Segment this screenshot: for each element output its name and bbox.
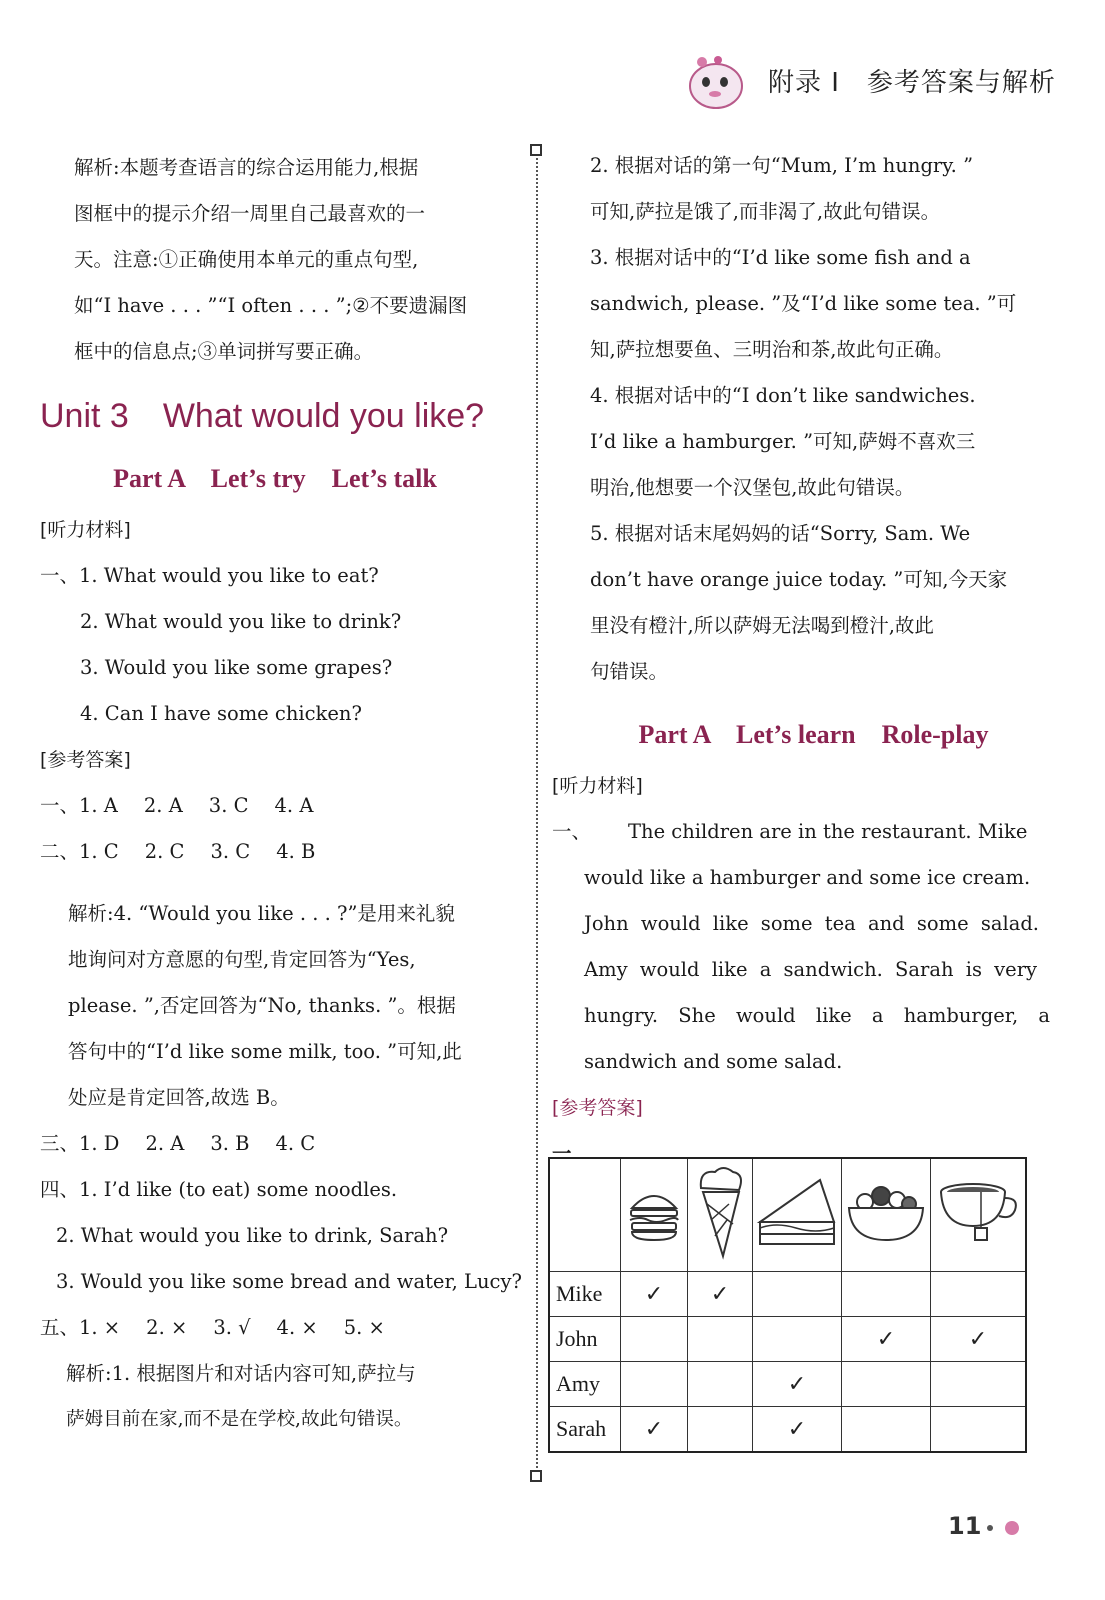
- check-cell: [621, 1317, 688, 1362]
- listening-item: 2. What would you like to drink?: [80, 610, 402, 633]
- page-number: 11: [948, 1512, 982, 1540]
- answer-row-3: 三、1. D 2. A 3. B 4. C: [40, 1132, 316, 1155]
- listening-item: 4. Can I have some chicken?: [80, 702, 362, 725]
- answer-row-2: 二、1. C 2. C 3. C 4. B: [40, 840, 316, 863]
- analysis-block-2: 解析:1. 根据图片和对话内容可知,萨拉与 萨姆目前在家,而不是在学校,故此句错误。: [66, 1362, 416, 1430]
- divider-top-marker: [530, 144, 542, 156]
- check-cell: [753, 1272, 842, 1317]
- check-cell: ✓: [621, 1272, 688, 1317]
- check-cell: [842, 1362, 931, 1407]
- answer-table: [548, 1157, 1027, 1453]
- listening-label: [听力材料]: [40, 519, 131, 541]
- answer-row-5: 五、1. × 2. × 3. √ 4. × 5. ×: [40, 1316, 385, 1339]
- page-dots-icon: [984, 1520, 1024, 1536]
- part-title: Part A Let’s try Let’s talk: [113, 464, 437, 493]
- part-title-2: Part A Let’s learn Role-play: [638, 720, 989, 749]
- unit-title: Unit 3 What would you like?: [40, 397, 485, 435]
- answer-label: [参考答案]: [40, 749, 131, 771]
- header-title: 附录 I 参考答案与解析: [768, 68, 1056, 98]
- row-name: Sarah: [549, 1407, 621, 1453]
- answer-sentence: 3. Would you like some bread and water, Lucy?: [56, 1270, 522, 1293]
- check-cell: [931, 1272, 1027, 1317]
- check-cell: [842, 1407, 931, 1453]
- check-cell: [688, 1317, 753, 1362]
- answer-row-1: 一、1. A 2. A 3. C 4. A: [40, 794, 314, 817]
- listening-passage: 一、 The children are in the restaurant. Mike would like a hamburger and some ice cream. John would like some tea and some salad. Amy would like a sandwich. Sarah is very hungry. She would like a hamburger, a sandwich and some salad.: [552, 820, 1050, 1073]
- left-column: [40, 145, 522, 1443]
- mascot-icon: [684, 52, 748, 110]
- ice-cream-icon: [688, 1158, 753, 1272]
- icon-row: [549, 1158, 1026, 1272]
- answer-sentence: 2. What would you like to drink, Sarah?: [56, 1224, 449, 1247]
- check-cell: ✓: [931, 1317, 1027, 1362]
- check-cell: ✓: [753, 1407, 842, 1453]
- listening-item: 3. Would you like some grapes?: [80, 656, 393, 679]
- check-cell: [842, 1272, 931, 1317]
- row-name: Amy: [549, 1362, 621, 1407]
- divider-bottom-marker: [530, 1470, 542, 1482]
- intro-analysis: 解析:本题考查语言的综合运用能力,根据 图框中的提示介绍一周里自己最喜欢的一 天。注意:①正确使用本单元的重点句型, 如“I have . . . ”“I often . . . ”;②不要遗漏图 框中的信息点;③单词拼写要正确。: [74, 156, 468, 363]
- listening-item: 一、1. What would you like to eat?: [40, 564, 379, 587]
- check-cell: [688, 1407, 753, 1453]
- check-cell: ✓: [842, 1317, 931, 1362]
- hamburger-icon: [621, 1158, 688, 1272]
- check-cell: [931, 1362, 1027, 1407]
- table-row: [549, 1407, 1026, 1453]
- check-cell: [931, 1407, 1027, 1453]
- table-row: [549, 1317, 1026, 1362]
- right-column: [552, 145, 1061, 1177]
- answer-sentence: 四、1. I’d like (to eat) some noodles.: [40, 1178, 398, 1201]
- answer-prefix: 一: [552, 1142, 572, 1165]
- analysis-continued: 2. 根据对话的第一句“Mum, I’m hungry. ” 可知,萨拉是饿了,而非渴了,故此句错误。 3. 根据对话中的“I’d like some fish and a sandwich, please. ”及“I’d like some tea. ”可 知,萨拉想要鱼、三明治和茶,故此句正确。 4. 根据对话中的“I don’t like sandwiches. I’d like a hamburger. ”可知,萨姆不喜欢三 明治,他想要一个汉堡包,故此句错误。 5. 根据对话末尾妈妈的话“Sorry, Sam. We don’t have orange juice today. ”可知,今天家 里没有橙汁,所以萨姆无法喝到橙汁,故此 句错误。: [590, 154, 1017, 683]
- sandwich-icon: [753, 1158, 842, 1272]
- check-cell: [753, 1317, 842, 1362]
- row-name: John: [549, 1317, 621, 1362]
- salad-icon: [842, 1158, 931, 1272]
- check-cell: [688, 1362, 753, 1407]
- table-row: [549, 1272, 1026, 1317]
- answer-label-2: [参考答案]: [552, 1097, 643, 1119]
- analysis-block-1: 解析:4. “Would you like . . . ?”是用来礼貌 地询问对方意愿的句型,肯定回答为“Yes, please. ”,否定回答为“No, thanks. ”。根据 答句中的“I’d like some milk, too. ”可知,此 处应是肯定回答,故选 B。: [68, 902, 462, 1109]
- check-cell: ✓: [688, 1272, 753, 1317]
- listening-label-2: [听力材料]: [552, 775, 643, 797]
- column-divider: [536, 150, 538, 1480]
- tea-icon: [931, 1158, 1027, 1272]
- row-name: Mike: [549, 1272, 621, 1317]
- check-cell: ✓: [753, 1362, 842, 1407]
- table-row: [549, 1362, 1026, 1407]
- check-cell: ✓: [621, 1407, 688, 1453]
- check-cell: [621, 1362, 688, 1407]
